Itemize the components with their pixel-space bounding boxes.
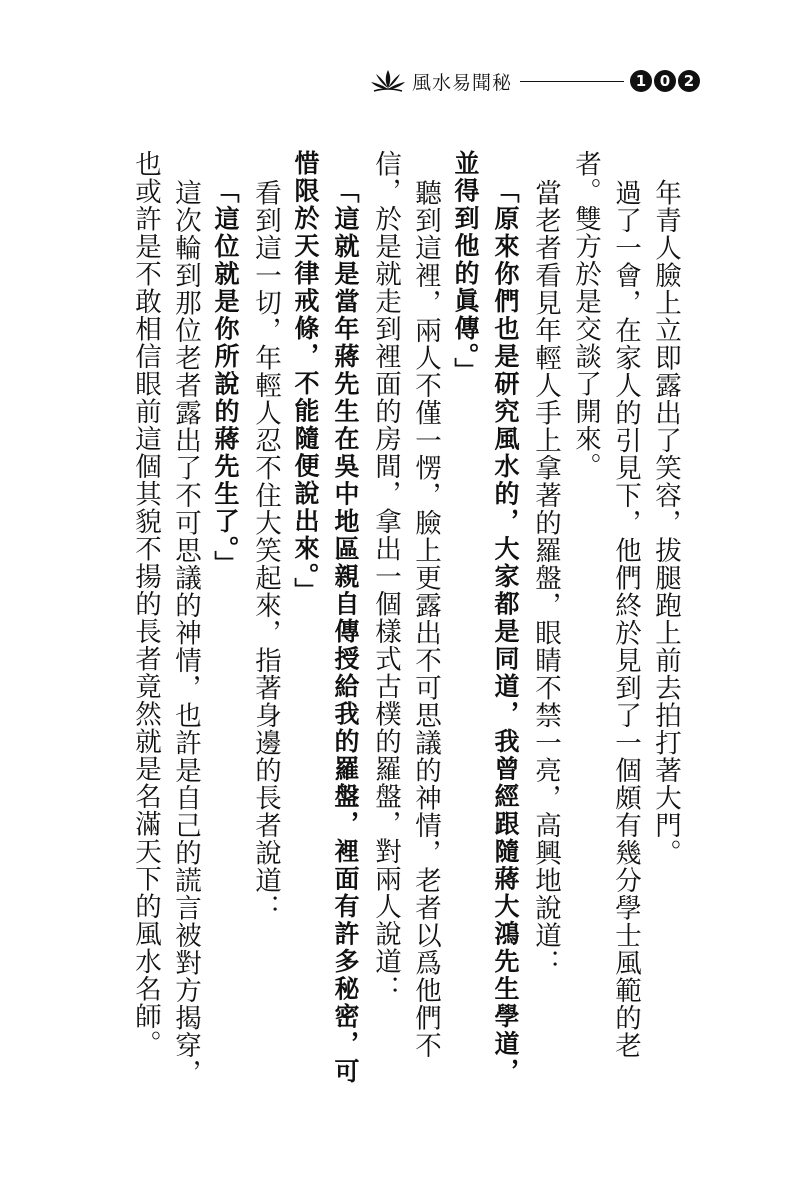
paragraph: 聽到這裡，兩人不僅一愣，臉上更露出不可思議的神情，老者以爲他們不信，於是就走到裡面的房間，拿出一個樣式古樸的羅盤，對兩人說道： <box>370 150 441 1060</box>
running-header <box>370 66 700 96</box>
page-digit: 1 <box>630 70 652 92</box>
quote-paragraph: 「這位就是你所說的蔣先生了。」 <box>211 177 240 578</box>
paragraph: 這次輪到那位老者露出了不可思議的神情，也許是自己的謊言被對方揭穿，也或許是不敢相信眼前這個其貌不揚的長者竟然就是名滿天下的風水名師。 <box>130 150 201 1087</box>
book-title: 風水易聞秘 <box>412 71 513 94</box>
vertical-body-text <box>113 150 685 1100</box>
page-digit: 0 <box>654 70 676 92</box>
quote-paragraph: 「原來你們也是研究風水的，大家都是同道，我曾經跟隨蔣大鴻先生學道，並得到他的眞傳。」 <box>451 150 520 1085</box>
paragraph: 過了一會，在家人的引見下，他們終於見到了一個頗有幾分學士風範的老者。雙方於是交談了開來。 <box>570 150 641 1060</box>
paragraph: 當老者看見年輕人手上拿著的羅盤，眼睛不禁一亮，高興地說道： <box>530 179 561 977</box>
quote-paragraph: 「這就是當年蔣先生在吳中地區親自傳授給我的羅盤，裡面有許多秘密，可惜限於天律戒條，不能隨便說出來。」 <box>291 150 360 1085</box>
lotus-icon <box>370 68 406 94</box>
header-rule <box>520 81 624 82</box>
page-digit: 2 <box>678 70 700 92</box>
page-number <box>630 70 700 92</box>
paragraph: 看到這一切，年輕人忍不住大笑起來，指著身邊的長者說道： <box>250 179 281 922</box>
paragraph: 年青人臉上立即露出了笑容，拔腿跑上前去拍打著大門。 <box>650 179 681 867</box>
